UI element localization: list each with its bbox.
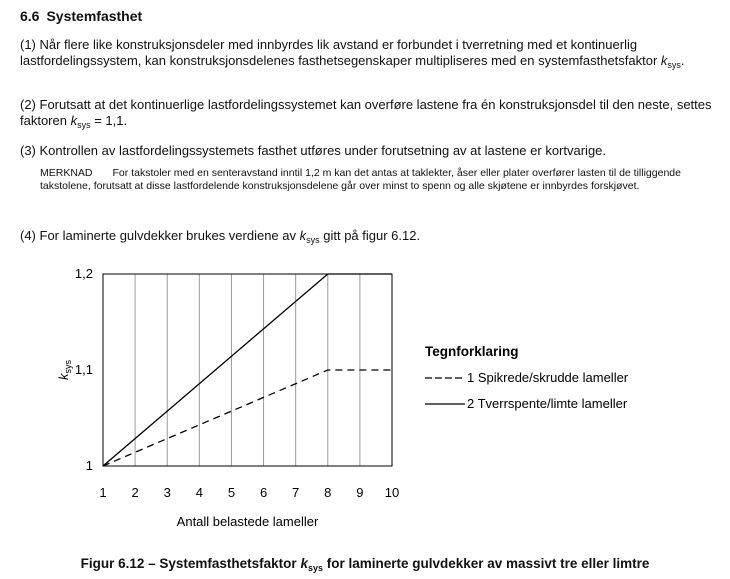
paragraph-4-text: (4) For laminerte gulvdekker brukes verdiene av [20,228,300,243]
figure-caption [0,556,730,571]
chart-ticks [75,266,399,500]
x-tick-label: 2 [131,485,139,500]
ksys-subscript: sys [307,563,323,573]
caption-end: for laminerte gulvdekker av massivt tre eller limtre [322,556,650,571]
y-tick-label: 1 [85,458,93,473]
paragraph-2-text: (2) Forutsatt at det kontinuerlige lastfordelingssystemet kan overføre lastene fra én konstruksjonsdel til den neste, settes faktoren [20,97,712,128]
legend-label-2: 2 Tverrspente/limte lameller [467,396,628,411]
paragraph-2-end: = 1,1. [90,113,128,128]
ksys-subscript: sys [667,60,681,70]
section-number: 6.6 [20,8,40,24]
caption-text: Figur 6.12 – Systemfasthetsfaktor [80,556,301,571]
legend-label-1: 1 Spikrede/skrudde lameller [467,370,629,385]
note-tag: MERKNAD [40,167,93,179]
x-tick-label: 8 [324,485,332,500]
ksys-subscript: sys [77,120,91,130]
x-tick-label: 6 [259,485,268,500]
y-axis-label [56,360,73,381]
ksys-symbol: k [299,228,307,243]
legend-title: Tegnforklaring [425,344,519,359]
ksys-symbol: k [300,556,308,571]
ksys-symbol: k [70,113,78,128]
x-tick-label: 3 [163,485,171,500]
ksys-subscript: sys [306,235,320,245]
y-axis-symbol: k [56,373,71,380]
y-axis-subscript: sys [63,360,73,374]
x-tick-label: 4 [195,485,203,500]
paragraph-3-text: (3) Kontrollen av lastfordelingssystemets fasthet utføres under forutsetning av at lastene er kortvarige. [20,143,607,158]
svg-text:ksys [56,360,73,381]
series-line-1 [103,370,392,466]
x-tick-label: 5 [227,485,236,500]
paragraph-1-text: (1) Når flere like konstruksjonsdeler med innbyrdes lik avstand er forbundet i tverretning med et kontinuerlig lastfordelingssystem, kan konstruksjonsdelenes fasthetsegenskaper multipliseres med en systemfasthetsfaktor [20,37,661,68]
chart-legend [425,344,629,411]
x-tick-label: 7 [292,485,300,500]
section-title: Systemfasthet [46,8,143,24]
y-tick-label: 1,2 [74,266,93,281]
x-tick-label: 9 [356,485,364,500]
x-axis-label: Antall belastede lameller [176,514,319,529]
chart-series [103,274,392,466]
y-tick-label: 1,1 [74,362,93,377]
ksys-symbol: k [660,53,668,68]
x-tick-label: 10 [384,485,400,500]
x-tick-label: 1 [99,485,107,500]
paragraph-4-end: gitt på figur 6.12. [319,228,421,243]
paragraph-1-end: . [680,53,685,68]
note-text: For takstoler med en senteravstand inntil 1,2 m kan det antas at taklekter, åser eller plater overfører lasten til de tilliggende takstolene, forutsatt at disse lastfordelende konstruksjonsdelene går over minst to spenn og alle skjøtene er innbyrdes forskjøvet. [40,167,681,192]
